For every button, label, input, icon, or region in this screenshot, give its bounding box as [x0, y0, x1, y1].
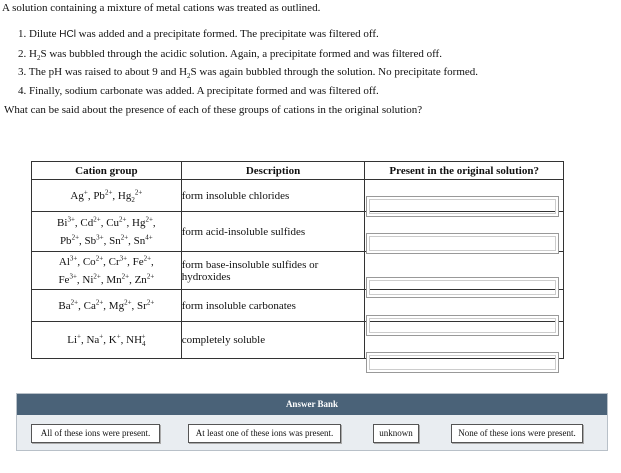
- answer-bank: [16, 393, 608, 451]
- drop-target-1[interactable]: [366, 196, 559, 217]
- answer-option-all-present[interactable]: All of these ions were present.: [31, 424, 160, 443]
- description-3: form base-insoluble sulfides or hydroxides: [181, 252, 365, 290]
- answer-option-none-present[interactable]: None of these ions were present.: [451, 424, 583, 443]
- drop-target-5[interactable]: [366, 352, 559, 373]
- answer-bank-title: Answer Bank: [17, 394, 607, 415]
- cation-group-2: $Bi^{3+}$, $Cd^{2+}$, $Cu^{2+}$, $Hg^{2+}$, $Pb^{2+}$, $Sb^{3+}$, $Sn^{2+}$, $Sn^{4+}$: [32, 212, 182, 252]
- step-2: 2. $H_2S$ was bubbled through the acidic solution. Again, a precipitate formed and was filtered off.: [18, 47, 442, 62]
- cation-group-5: Li+, Na+, K+, $NH_4^+$: [32, 322, 182, 359]
- drop-target-4[interactable]: [366, 315, 559, 336]
- step-4: 4. Finally, sodium carbonate was added. A precipitate formed and was filtered off.: [18, 84, 379, 97]
- header-cation-group: Cation group: [32, 162, 182, 180]
- description-1: form insoluble chlorides: [181, 180, 365, 212]
- drop-target-2[interactable]: [366, 233, 559, 254]
- step-1: 1. Dilute HCl was added and a precipitate formed. The precipitate was filtered off.: [18, 28, 379, 40]
- header-description: Description: [181, 162, 365, 180]
- question-text: What can be said about the presence of each of these groups of cations in the original solution?: [4, 104, 423, 116]
- intro-text: A solution containing a mixture of metal cations was treated as outlined.: [2, 2, 321, 14]
- procedure-steps: [18, 25, 478, 100]
- description-4: form insoluble carbonates: [181, 290, 365, 322]
- cation-group-3: $Al^{3+}$, $Co^{2+}$, $Cr^{3+}$, $Fe^{2+}$, $Fe^{3+}$, $Ni^{2+}$, $Mn^{2+}$, $Zn^{2+}$: [32, 252, 182, 290]
- cation-group-1: Ag+, $Pb^{2+}$, $Hg_2^{2+}$: [32, 180, 182, 212]
- answer-option-at-least-one[interactable]: At least one of these ions was present.: [188, 424, 341, 443]
- step-3: 3. The pH was raised to about 9 and $H_2S$ was again bubbled through the solution. No precipitate formed.: [18, 66, 479, 81]
- drop-target-3[interactable]: [366, 277, 559, 298]
- answer-option-unknown[interactable]: unknown: [373, 424, 419, 443]
- cation-group-4: $Ba^{2+}$, $Ca^{2+}$, $Mg^{2+}$, $Sr^{2+}$: [32, 290, 182, 322]
- description-5: completely soluble: [181, 322, 365, 359]
- description-2: form acid-insoluble sulfides: [181, 212, 365, 252]
- header-present: Present in the original solution?: [365, 162, 564, 180]
